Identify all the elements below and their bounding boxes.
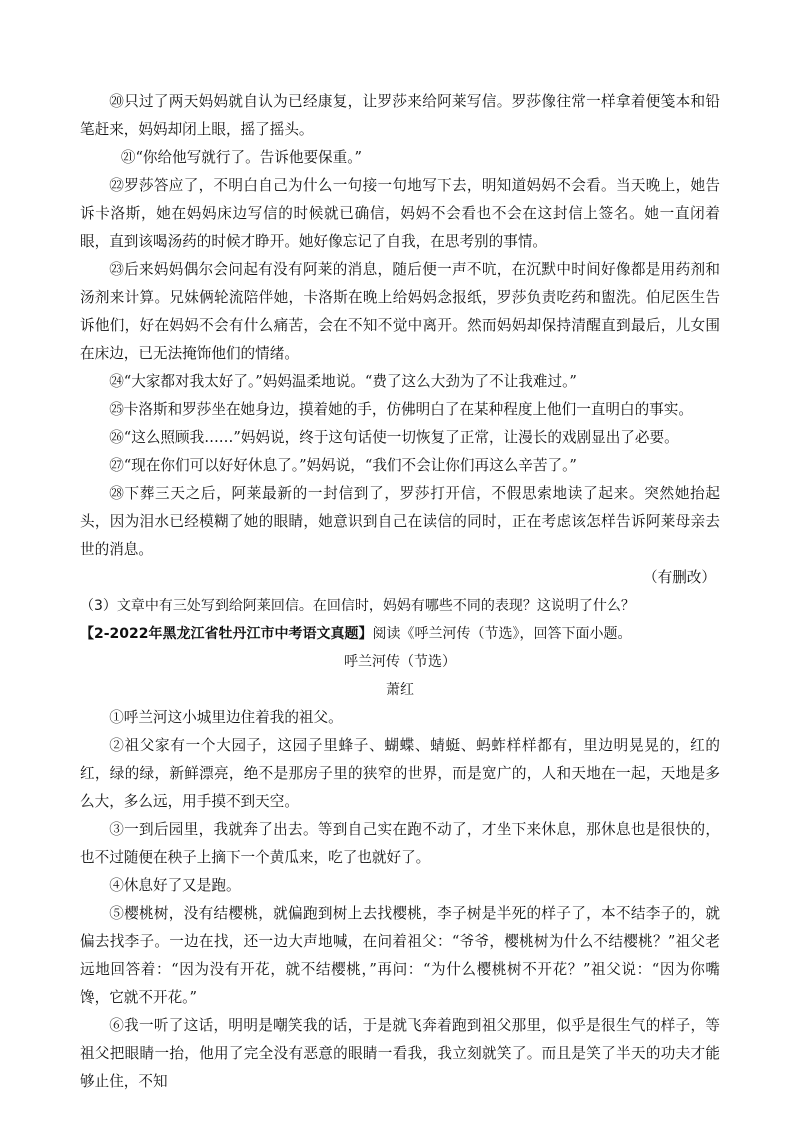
section-2-label: 【2-2022年黑龙江省牡丹江市中考语文真题】 (80, 626, 373, 642)
paragraph-23: ㉓后来妈妈偶尔会问起有没有阿莱的消息，随后便一声不吭，在沉默中时间好像都是用药剂和汤剂来计算。兄妹俩轮流陪伴她，卡洛斯在晚上给妈妈念报纸，罗莎负责吃药和盥洗。伯尼医生告诉他们，好在妈妈不会有什么痛苦，会在不知不觉中离开。然而妈妈却保持清醒直到最后，儿女围在床边，已无法掩饰他们的情绪。 (80, 261, 720, 362)
passage-title: 呼兰河传（节选） (344, 654, 456, 670)
document-content (80, 88, 720, 1096)
paragraph-s2-4: ④休息好了又是跑。 (109, 877, 241, 894)
paragraph-27: ㉗“现在你们可以好好休息了。”妈妈说，“我们不会让你们再这么辛苦了。” (109, 457, 577, 474)
paragraph-s2-5: ⑤樱桃树，没有结樱桃，就偏跑到树上去找樱桃，李子树是半死的样子了，本不结李子的，就偏去找李子。一边在找，还一边大声地喊，在问着祖父：“爷爷，樱桃树为什么不结樱桃？”祖父老远地回答着：“因为没有开花，就不结樱桃，”再问：“为什么樱桃树不开花？”祖父说：“因为你嘴馋，它就不开花。” (80, 905, 720, 1006)
paragraph-26: ㉖“这么照顾我……”妈妈说，终于这句话使一切恢复了正常，让漫长的戏剧显出了必要。 (109, 429, 679, 446)
section-2-heading (80, 620, 720, 648)
source-note: （有删改） (643, 569, 716, 586)
paragraph-21: ㉑“你给他写就行了。告诉他要保重。” (120, 149, 362, 166)
section-2-instruction: 阅读《呼兰河传（节选》，回答下面小题。 (372, 626, 632, 642)
paragraph-s2-3: ③一到后园里，我就奔了出去。等到自己实在跑不动了，才坐下来休息，那休息也是很快的，也不过随便在秧子上摘下一个黄瓜来，吃了也就好了。 (80, 821, 720, 866)
paragraph-20: ⑳只过了两天妈妈就自认为已经康复，让罗莎来给阿莱写信。罗莎像往常一样拿着便笺本和铅笔赶来，妈妈却闭上眼，摇了摇头。 (80, 93, 720, 138)
paragraph-22: ㉒罗莎答应了，不明白自己为什么一句接一句地写下去，明知道妈妈不会看。当天晚上，她告诉卡洛斯，她在妈妈床边写信的时候就已确信，妈妈不会看也不会在这封信上签名。她一直闭着眼，直到该喝汤药的时候才睁开。她好像忘记了自我，在思考别的事情。 (80, 177, 720, 250)
paragraph-s2-2: ②祖父家有一个大园子，这园子里蜂子、蝴蝶、蜻蜓、蚂蚱样样都有，里边明晃晃的，红的红，绿的绿，新鲜漂亮，绝不是那房子里的狭窄的世界，而是宽广的，人和天地在一起，天地是多么大，多么远，用手摸不到天空。 (80, 737, 720, 810)
question-3: （3）文章中有三处写到给阿莱回信。在回信时，妈妈有哪些不同的表现？这说明了什么？ (80, 598, 635, 614)
paragraph-24: ㉔“大家都对我太好了。”妈妈温柔地说。“费了这么大劲为了不让我难过。” (109, 373, 577, 390)
paragraph-s2-6: ⑥我一听了这话，明明是嘲笑我的话，于是就飞奔着跑到祖父那里，似乎是很生气的样子，等祖父把眼睛一抬，他用了完全没有恶意的眼睛一看我，我立刻就笑了。而且是笑了半天的功夫才能够止住，不知 (80, 1017, 720, 1090)
paragraph-25: ㉕卡洛斯和罗莎坐在她身边，摸着她的手，仿佛明白了在某种程度上他们一直明白的事实。 (109, 401, 693, 418)
paragraph-28: ㉘下葬三天之后，阿莱最新的一封信到了，罗莎打开信，不假思索地读了起来。突然她抬起头，因为泪水已经模糊了她的眼睛，她意识到自己在读信的同时，正在考虑该怎样告诉阿莱母亲去世的消息。 (80, 485, 720, 558)
paragraph-s2-1: ①呼兰河这小城里边住着我的祖父。 (109, 709, 343, 726)
passage-author: 萧红 (386, 682, 414, 698)
